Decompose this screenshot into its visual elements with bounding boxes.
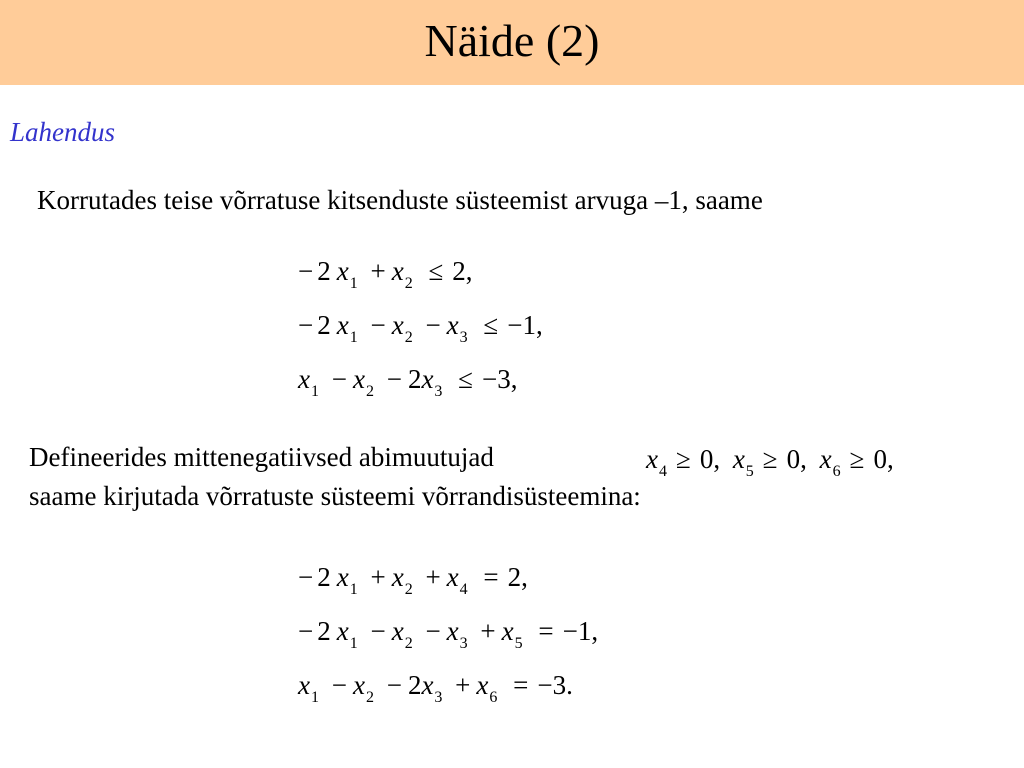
- nonnegativity-constraints: $x_4 \ge 0$, $x_5 \ge 0$, $x_6 \ge 0$,: [646, 444, 894, 480]
- inequality-3: $x_1 - x_2 - 2x_3 \le -3$,: [298, 364, 518, 400]
- paragraph-define-slack: Defineerides mittenegatiivsed abimuutujad: [29, 442, 494, 472]
- equation-1: − 2 $x_1 + x_2 + x_4 = 2$,: [298, 562, 528, 598]
- equation-2: − 2 $x_1 - x_2 - x_3 + x_5 = -1$,: [298, 616, 599, 652]
- equation-system: [298, 550, 598, 712]
- paragraph-multiply: Korrutades teise võrratuse kitsenduste süsteemist arvuga –1, saame: [37, 185, 763, 215]
- inequality-2: − 2 $x_1 - x_2 - x_3 \le -1$,: [298, 310, 543, 346]
- inequality-system: [298, 244, 543, 406]
- slide-title: Näide (2): [424, 14, 600, 66]
- inequality-1: − 2 $x_1 + x_2 \le 2$,: [298, 256, 473, 292]
- paragraph-equation-system: saame kirjutada võrratuste süsteemi võrrandisüsteemina:: [29, 481, 641, 511]
- title-bar: [0, 0, 1024, 85]
- section-label: Lahendus: [10, 117, 116, 147]
- equation-3: $x_1 - x_2 - 2x_3 + x_6 = -3$.: [298, 670, 573, 706]
